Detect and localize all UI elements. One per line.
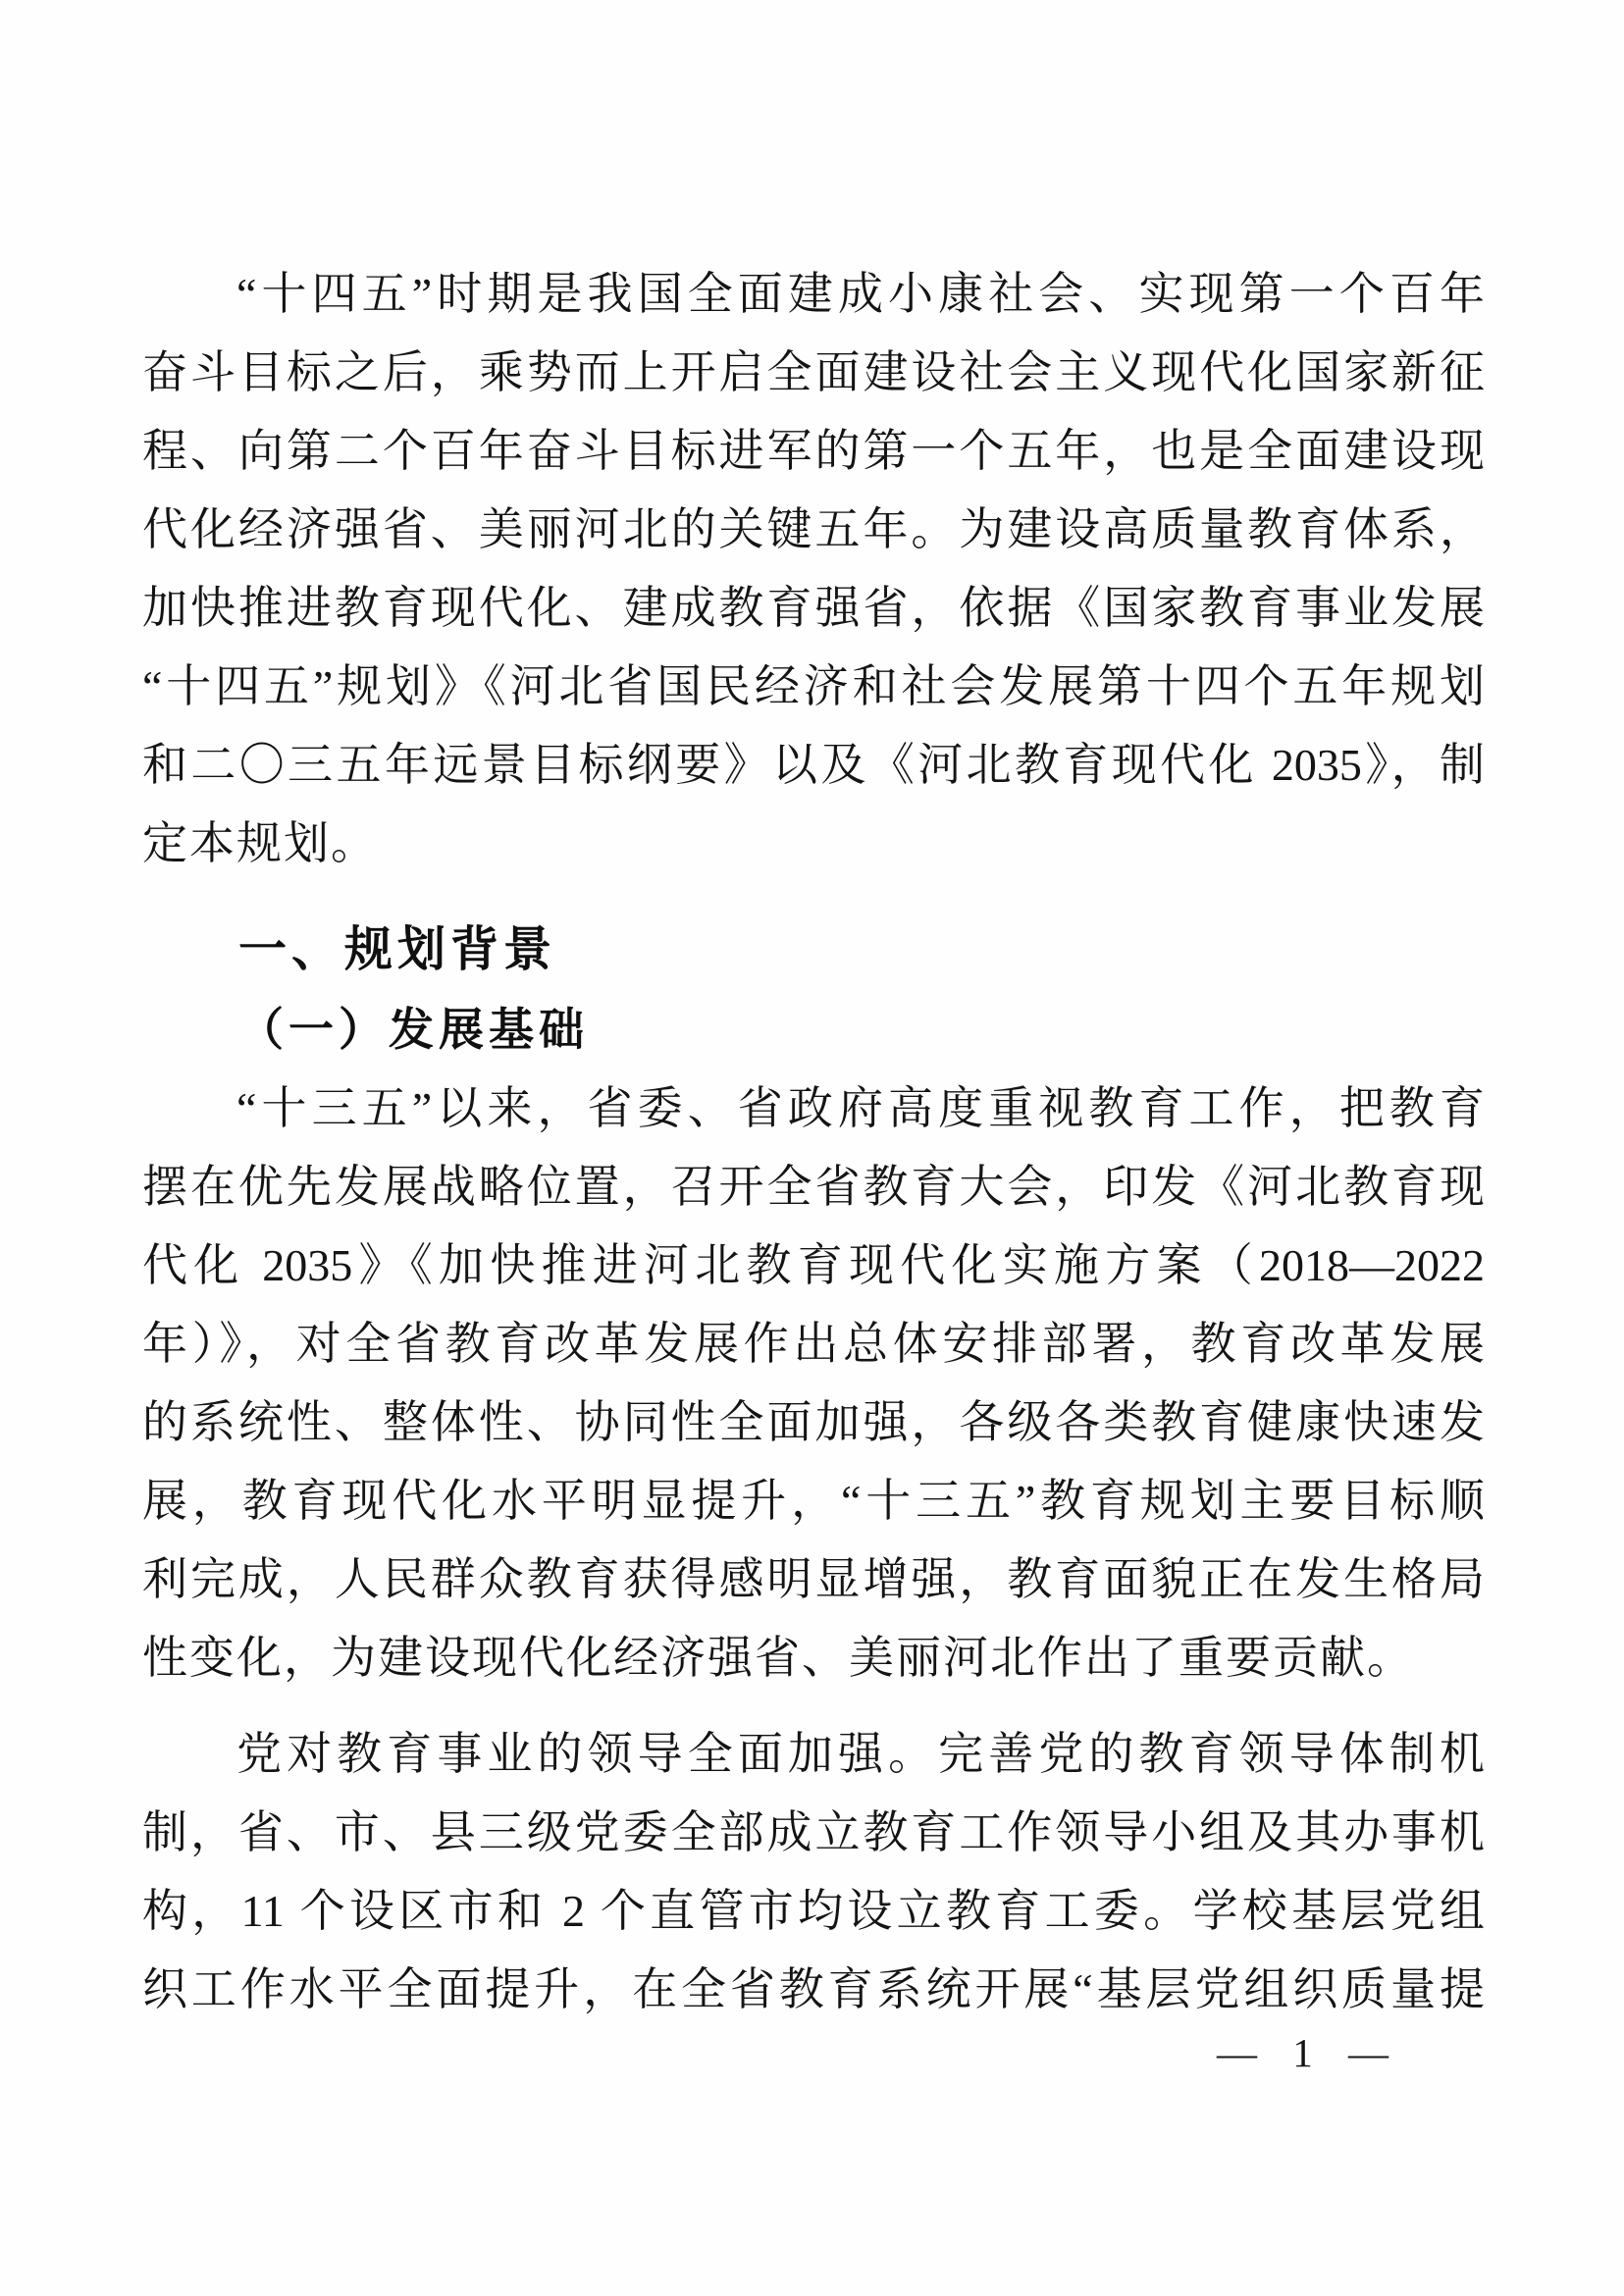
paragraph-development-basis [142,1070,1485,1697]
text-line: 加快推进教育现代化、建成教育强省，依据《国家教育事业发展 [142,583,1485,633]
text-line: 展，教育现代化水平明显提升，“十三五”教育规划主要目标顺 [142,1476,1485,1526]
text-line: “十四五”规划》《河北省国民经济和社会发展第十四个五年规划 [142,661,1485,711]
text-line: 制，省、市、县三级党委全部成立教育工作领导小组及其办事机 [142,1807,1485,1857]
text-line: 代化 2035》《加快推进河北教育现代化实施方案（2018—2022 [142,1240,1485,1290]
text-line: 织工作水平全面提升，在全省教育系统开展“基层党组织质量提 [142,1964,1485,2014]
text-line: 性变化，为建设现代化经济强省、美丽河北作出了重要贡献。 [142,1633,1414,1683]
text-line: 程、向第二个百年奋斗目标进军的第一个五年，也是全面建设现 [142,426,1485,476]
text-line: “十三五”以来，省委、省政府高度重视教育工作，把教育 [236,1083,1485,1133]
text-line: 奋斗目标之后，乘势而上开启全面建设社会主义现代化国家新征 [142,347,1485,397]
text-line: “十四五”时期是我国全面建成小康社会、实现第一个百年 [236,269,1485,319]
page-number: — 1 — [1217,2030,1390,2075]
text-line: 摆在优先发展战略位置，召开全省教育大会，印发《河北教育现 [142,1162,1485,1212]
text-line: 构，11 个设区市和 2 个直管市均设立教育工委。学校基层党组 [142,1886,1485,1936]
paragraph-intro [142,255,1485,883]
text-line: 代化经济强省、美丽河北的关键五年。为建设高质量教育体系， [142,504,1485,554]
paragraph-party-leadership [142,1715,1485,2029]
text-line: 和二〇三五年远景目标纲要》以及《河北教育现代化 2035》，制 [142,740,1485,790]
text-line: 年）》，对全省教育改革发展作出总体安排部署，教育改革发展 [142,1319,1485,1369]
section-heading: 一、规划背景 [238,923,557,976]
text-line: 利完成，人民群众教育获得感明显增强，教育面貌正在发生格局 [142,1554,1485,1604]
document-content [142,255,1485,2029]
text-line: 的系统性、整体性、协同性全面加强，各级各类教育健康快速发 [142,1397,1485,1447]
subsection-heading: （一）发展基础 [238,1005,589,1055]
text-line: 党对教育事业的领导全面加强。完善党的教育领导体制机 [236,1729,1485,1779]
text-line: 定本规划。 [142,818,378,868]
